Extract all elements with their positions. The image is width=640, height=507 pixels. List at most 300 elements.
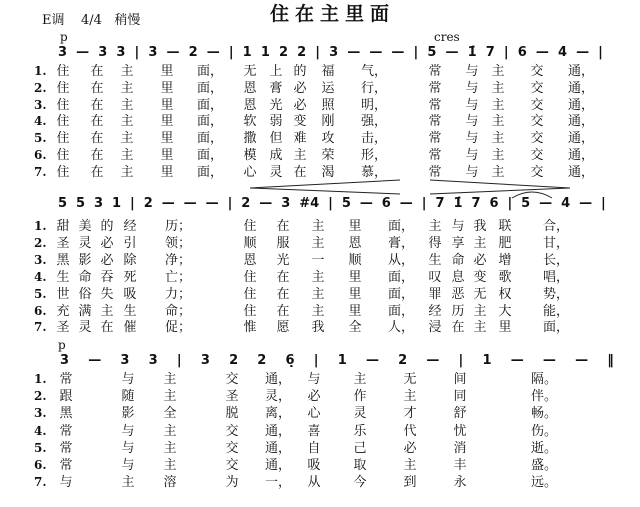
note: 1 (242, 45, 252, 60)
verse-number: 6. (34, 148, 47, 162)
lyric-syllable: 远。 (530, 475, 558, 491)
verse-number: 3. (34, 406, 47, 421)
note: 6 (381, 196, 391, 211)
lyric-syllable: 主 (428, 219, 442, 234)
lyric-syllable: 今 (353, 475, 367, 491)
verse-number: 1. (34, 64, 47, 78)
lyric-syllable: 永 (453, 475, 467, 491)
note: 3 (94, 196, 104, 211)
note: 3 (329, 45, 339, 60)
lyric-syllable: 我 (311, 320, 325, 336)
lyric-syllable: 面， (196, 164, 224, 180)
note: — (575, 353, 589, 368)
lyric-syllable: 生 (56, 269, 70, 285)
lyric-syllable: 在 (276, 303, 290, 319)
lyric-syllable: 盛。 (530, 458, 558, 473)
lyric-syllable: 离， (264, 406, 292, 422)
lyric-syllable: 主 (120, 164, 134, 180)
lyric-syllable: 住 (243, 303, 257, 319)
note: 3 (120, 353, 130, 368)
lyric-syllable: 通， (567, 64, 595, 79)
lyric-syllable: 俗 (78, 286, 92, 302)
barline: | (601, 196, 606, 211)
lyric-syllable: 黑 (59, 406, 73, 422)
barline: | (507, 196, 513, 211)
lyric-syllable: 联 (498, 219, 512, 234)
note: 1 (260, 45, 270, 60)
note: 2 (143, 196, 153, 211)
lyric-syllable: 力； (164, 286, 192, 302)
lyric-syllable: 愿 (276, 320, 290, 336)
barline: | (503, 45, 509, 60)
lyric-syllable: 人， (387, 320, 415, 336)
lyric-syllable: 吸 (307, 458, 321, 473)
verse-number: 2. (34, 389, 47, 404)
lyric-syllable: 渴 (321, 164, 335, 180)
barline: | (598, 45, 603, 60)
lyric-syllable: 美 (78, 219, 92, 234)
lyric-syllable: 唱， (542, 269, 570, 285)
lyric-syllable: 刚 (321, 114, 335, 130)
lyric-syllable: 灵 (269, 164, 283, 180)
lyric-syllable: 主 (100, 303, 114, 319)
lyric-syllable: 恩 (243, 97, 257, 113)
note: 4 (561, 196, 571, 211)
verse-number: 7. (34, 320, 47, 335)
lyric-syllable: 里 (160, 97, 174, 113)
verse-number: 4. (34, 114, 47, 129)
lyric-syllable: 运 (321, 80, 335, 96)
lyric-syllable: 主 (120, 97, 134, 113)
lyric-syllable: 自 (307, 440, 321, 456)
note: — (161, 196, 175, 211)
verse-number: 4. (34, 269, 47, 284)
lyric-syllable: 交 (225, 423, 239, 439)
lyric-syllable: 常 (59, 458, 73, 473)
lyric-syllable: 面， (196, 97, 224, 113)
lyric-syllable: 主 (120, 64, 134, 79)
lyric-syllable: 主 (120, 148, 134, 163)
lyric-syllable: 主 (491, 131, 505, 147)
lyric-syllable: 主 (120, 114, 134, 130)
lyric-syllable: 必 (293, 80, 307, 96)
lyric-syllable: 通， (567, 97, 595, 113)
lyric-syllable: 黑 (56, 252, 70, 268)
lyric-syllable: 面， (196, 131, 224, 147)
verse-number: 3. (34, 252, 47, 267)
lyric-syllable: 变 (293, 114, 307, 130)
lyric-syllable: 膏 (269, 80, 283, 96)
lyric-syllable: 伴。 (530, 389, 558, 405)
lyric-syllable: 得 (428, 235, 442, 251)
lyric-syllable: 成 (269, 148, 283, 163)
lyric-syllable: 的 (293, 64, 307, 79)
lyric-syllable: 交 (530, 114, 544, 130)
lyric-syllable: 惟 (243, 320, 257, 336)
lyric-syllable: 通， (567, 148, 595, 163)
decrescendo-hairpin (430, 180, 570, 194)
note: 5 (76, 196, 86, 211)
note: 3 (281, 196, 291, 211)
verse-number: 4. (34, 423, 47, 438)
note: 2 (188, 45, 198, 60)
note: 2 (229, 353, 239, 368)
lyric-syllable: 主 (311, 303, 325, 319)
dynamic-crescendo: cres (434, 30, 460, 44)
verse-number: 3. (34, 97, 47, 112)
barline: | (315, 45, 320, 60)
lyric-syllable: 一， (264, 475, 292, 491)
lyric-syllable: 里 (160, 131, 174, 147)
lyric-syllable: 享 (451, 235, 465, 251)
barline: | (227, 196, 233, 211)
lyric-syllable: 与 (451, 219, 465, 234)
lyric-syllable: 荣 (321, 148, 335, 163)
verse-number: 7. (34, 475, 47, 490)
note: — (535, 45, 549, 60)
lyric-syllable: 甜 (56, 219, 70, 234)
lyric-syllable: 面， (196, 114, 224, 130)
lyric-syllable: 在 (451, 320, 465, 336)
lyric-syllable: 灵 (78, 320, 92, 336)
lyric-syllable: 在 (276, 269, 290, 285)
lyric-syllable: 亡； (164, 269, 192, 285)
notation-line-3 (60, 354, 614, 369)
lyric-syllable: 住 (243, 219, 257, 234)
note: — (88, 353, 102, 368)
barline: | (313, 353, 319, 368)
lyric-syllable: 与 (465, 114, 479, 130)
lyric-syllable: 无 (473, 286, 487, 302)
note: 1 (482, 353, 492, 368)
note: 3 (116, 45, 126, 60)
lyric-syllable: 恶 (451, 286, 465, 302)
lyric-syllable: 与 (465, 148, 479, 163)
lyric-syllable: 服 (276, 235, 290, 251)
lyric-syllable: 光 (276, 252, 290, 268)
lyric-syllable: 取 (353, 458, 367, 473)
lyric-syllable: 引 (123, 235, 137, 251)
lyric-syllable: 常 (59, 440, 73, 456)
hymn-title: 住在主里面 (270, 3, 396, 25)
note: 1̇ (453, 196, 463, 211)
lyric-syllable: 在 (90, 97, 104, 113)
lyric-syllable: 常 (59, 372, 73, 387)
lyric-syllable: 叹 (428, 269, 442, 285)
verse-number: 2. (34, 80, 47, 95)
lyric-syllable: 净； (164, 252, 192, 268)
lyric-syllable: 息 (451, 269, 465, 285)
lyric-syllable: 从， (387, 252, 415, 268)
lyric-syllable: 交 (530, 148, 544, 163)
lyric-syllable: 面， (387, 269, 415, 285)
lyric-syllable: 里 (160, 64, 174, 79)
lyric-syllable: 跟 (59, 389, 73, 405)
lyric-syllable: 面， (387, 219, 415, 234)
lyric-syllable: 主 (403, 458, 417, 473)
lyric-syllable: 灵 (78, 235, 92, 251)
note: 6 (517, 45, 527, 60)
lyric-syllable: 能， (542, 303, 570, 319)
lyric-syllable: 顺 (348, 252, 362, 268)
verse-number: 1. (34, 372, 47, 386)
note: 1 (337, 353, 347, 368)
lyric-syllable: 歌 (498, 269, 512, 285)
lyric-syllable: 主 (163, 440, 177, 456)
lyric-syllable: 主 (353, 372, 367, 387)
lyric-syllable: 里 (160, 114, 174, 130)
lyric-syllable: 主 (473, 320, 487, 336)
lyric-syllable: 促； (164, 320, 192, 336)
lyric-syllable: 灵 (353, 406, 367, 422)
note: 2 (257, 353, 267, 368)
lyric-syllable: 与 (121, 423, 135, 439)
lyric-syllable: 常 (428, 114, 442, 130)
lyric-syllable: 圣 (56, 320, 70, 336)
lyric-syllable: 住 (243, 269, 257, 285)
lyric-syllable: 代 (403, 423, 417, 439)
verse-number: 2. (34, 235, 47, 250)
lyric-syllable: 与 (465, 64, 479, 79)
barline: | (228, 45, 234, 60)
note: 5 (427, 45, 437, 60)
lyric-syllable: 增 (498, 252, 512, 268)
lyric-syllable: 罪 (428, 286, 442, 302)
note: 4 (557, 45, 567, 60)
lyric-syllable: 我 (473, 219, 487, 234)
lyric-syllable: 影 (121, 406, 135, 422)
lyric-syllable: 通， (567, 80, 595, 96)
verse-number: 6. (34, 303, 47, 318)
lyric-syllable: 主 (120, 131, 134, 147)
lyric-syllable: 在 (276, 219, 290, 234)
note: — (347, 45, 361, 60)
lyric-syllable: 主 (491, 114, 505, 130)
lyric-syllable: 交 (530, 164, 544, 180)
lyric-syllable: 在 (90, 80, 104, 96)
lyric-syllable: 主 (491, 97, 505, 113)
lyric-syllable: 里 (348, 286, 362, 302)
lyric-syllable: 通， (264, 458, 292, 473)
lyric-syllable: 与 (465, 97, 479, 113)
lyric-syllable: 主 (311, 269, 325, 285)
lyric-syllable: 主 (293, 148, 307, 163)
lyric-syllable: 交 (225, 372, 239, 387)
lyric-syllable: 催 (123, 320, 137, 336)
lyric-syllable: 里 (348, 269, 362, 285)
lyric-syllable: 在 (90, 164, 104, 180)
lyric-syllable: 主 (121, 475, 135, 491)
lyric-syllable: 畅。 (530, 406, 558, 422)
lyric-syllable: 命 (451, 252, 465, 268)
lyric-syllable: 死 (123, 269, 137, 285)
lyric-syllable: 在 (90, 148, 104, 163)
lyric-syllable: 必 (100, 235, 114, 251)
lyric-syllable: 权 (498, 286, 512, 302)
note: 2 (241, 196, 251, 211)
lyric-syllable: 顺 (243, 235, 257, 251)
lyric-syllable: 福 (321, 64, 335, 79)
lyric-syllable: 与 (59, 475, 73, 491)
note: — (579, 196, 593, 211)
lyric-syllable: 在 (293, 164, 307, 180)
note: — (183, 196, 197, 211)
lyric-syllable: 常 (428, 80, 442, 96)
note: 3 (60, 353, 70, 368)
note: — (365, 353, 379, 368)
lyric-syllable: 失 (100, 286, 114, 302)
lyric-syllable: 上 (269, 64, 283, 79)
lyric-syllable: 命 (78, 269, 92, 285)
note: 6̣ (285, 353, 295, 368)
time-signature: 4/4 (81, 13, 102, 28)
note: 3 (148, 45, 158, 60)
lyric-syllable: 住 (56, 97, 70, 113)
lyric-syllable: 主 (403, 389, 417, 405)
lyric-syllable: 主 (120, 80, 134, 96)
lyric-syllable: 住 (56, 114, 70, 130)
lyric-syllable: 经 (428, 303, 442, 319)
lyric-syllable: 主 (163, 372, 177, 387)
verse-number: 1. (34, 219, 47, 233)
lyric-syllable: 主 (163, 389, 177, 405)
lyric-syllable: 心 (243, 164, 257, 180)
lyric-syllable: 通， (567, 164, 595, 180)
lyric-syllable: 弱 (269, 114, 283, 130)
crescendo-hairpin (250, 180, 400, 194)
lyric-syllable: 交 (225, 458, 239, 473)
lyric-syllable: 交 (225, 440, 239, 456)
lyric-syllable: 满 (78, 303, 92, 319)
barline: | (176, 353, 182, 368)
lyric-syllable: 作 (353, 389, 367, 405)
lyric-syllable: 常 (428, 164, 442, 180)
note: 2 (278, 45, 288, 60)
lyric-syllable: 里 (160, 148, 174, 163)
lyric-syllable: 通， (264, 423, 292, 439)
lyric-syllable: 与 (121, 440, 135, 456)
lyric-syllable: 通， (567, 114, 595, 130)
lyric-syllable: 在 (100, 320, 114, 336)
lyric-syllable: 面， (542, 320, 570, 336)
lyric-syllable: 间 (453, 372, 467, 387)
note: — (399, 196, 413, 211)
note: 7 (471, 196, 481, 211)
note: — (539, 196, 553, 211)
lyric-syllable: 乐 (353, 423, 367, 439)
lyric-syllable: 气， (360, 64, 388, 79)
note: #4 (299, 196, 320, 211)
lyric-syllable: 交 (530, 131, 544, 147)
lyric-syllable: 主 (311, 219, 325, 234)
lyric-syllable: 无 (403, 372, 417, 387)
lyric-syllable: 击， (360, 131, 388, 147)
lyric-syllable: 里 (348, 303, 362, 319)
lyric-syllable: 除 (123, 252, 137, 268)
lyric-syllable: 与 (121, 458, 135, 473)
barline: | (328, 196, 333, 211)
lyric-syllable: 主 (473, 303, 487, 319)
lyric-syllable: 主 (163, 458, 177, 473)
lyric-syllable: 常 (428, 64, 442, 79)
lyric-syllable: 心 (307, 406, 321, 422)
barline: | (130, 196, 135, 211)
lyric-syllable: 影 (78, 252, 92, 268)
lyric-syllable: 面， (387, 286, 415, 302)
lyric-syllable: 隔。 (530, 372, 558, 387)
lyric-syllable: 交 (530, 80, 544, 96)
lyric-syllable: 经 (123, 219, 137, 234)
lyric-syllable: 在 (276, 286, 290, 302)
lyric-syllable: 与 (307, 372, 321, 387)
lyric-syllable: 全 (163, 406, 177, 422)
lyric-syllable: 无 (243, 64, 257, 79)
lyric-syllable: 圣 (56, 235, 70, 251)
lyric-syllable: 面， (387, 303, 415, 319)
note: 2 (297, 45, 307, 60)
lyric-syllable: 与 (465, 131, 479, 147)
lyric-syllable: 常 (59, 423, 73, 439)
lyric-syllable: 脱 (225, 406, 239, 422)
note: — (426, 353, 440, 368)
lyric-syllable: 忧 (453, 423, 467, 439)
lyric-syllable: 必 (473, 252, 487, 268)
note: 1̇ (467, 45, 477, 60)
dynamic-piano-3: p (58, 338, 66, 352)
notation-line-2 (58, 197, 606, 212)
lyric-syllable: 吞 (100, 269, 114, 285)
dynamic-piano-1: p (60, 30, 68, 44)
lyric-syllable: 必 (293, 97, 307, 113)
lyric-syllable: 随 (121, 389, 135, 405)
lyric-syllable: 逝。 (530, 440, 558, 456)
lyric-syllable: 明， (360, 97, 388, 113)
lyric-syllable: 住 (56, 131, 70, 147)
lyric-syllable: 难 (293, 131, 307, 147)
lyric-syllable: 在 (90, 114, 104, 130)
lyric-syllable: 常 (428, 131, 442, 147)
lyric-syllable: 主 (473, 235, 487, 251)
note: — (359, 196, 373, 211)
lyric-syllable: 常 (428, 148, 442, 163)
lyric-syllable: 才 (403, 406, 417, 422)
lyric-syllable: 行， (360, 80, 388, 96)
lyric-syllable: 浸 (428, 320, 442, 336)
lyric-syllable: 膏， (387, 235, 415, 251)
barline: | (458, 353, 464, 368)
lyric-syllable: 生 (428, 252, 442, 268)
barline: | (134, 45, 140, 60)
lyric-syllable: 消 (453, 440, 467, 456)
lyric-syllable: 必 (307, 389, 321, 405)
note: 3 (58, 45, 68, 60)
lyric-syllable: 主 (491, 64, 505, 79)
note: — (166, 45, 180, 60)
note: — (206, 45, 220, 60)
lyric-syllable: 充 (56, 303, 70, 319)
note: 5 (341, 196, 351, 211)
lyric-syllable: 长， (542, 252, 570, 268)
lyric-syllable: 住 (56, 64, 70, 79)
lyric-syllable: 主 (163, 423, 177, 439)
lyric-syllable: 恩 (348, 235, 362, 251)
note: 3 (148, 353, 158, 368)
note: 7 (435, 196, 445, 211)
lyric-syllable: 形， (360, 148, 388, 163)
lyric-syllable: 势， (542, 286, 570, 302)
note: — (205, 196, 219, 211)
lyric-syllable: 慕， (360, 164, 388, 180)
